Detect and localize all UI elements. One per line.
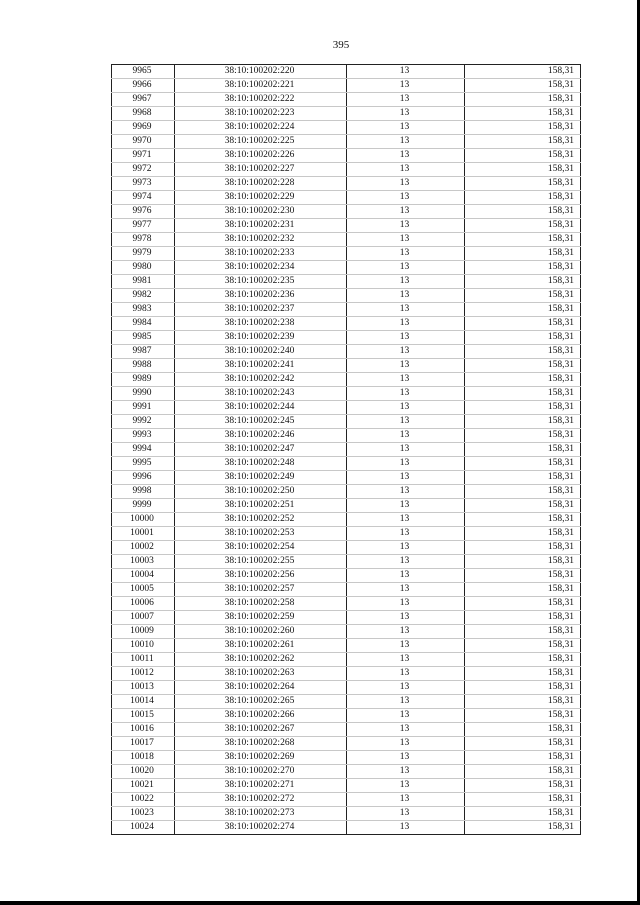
value-cell: 158,31 <box>465 471 581 485</box>
row-number-cell: 9977 <box>112 219 175 233</box>
value-cell: 158,31 <box>465 93 581 107</box>
table-row <box>112 303 581 317</box>
cadastral-number-cell: 38:10:100202:250 <box>175 485 347 499</box>
value-cell: 158,31 <box>465 611 581 625</box>
quantity-cell: 13 <box>347 807 465 821</box>
quantity-cell: 13 <box>347 779 465 793</box>
cadastral-number-cell: 38:10:100202:256 <box>175 569 347 583</box>
row-number-cell: 9967 <box>112 93 175 107</box>
cadastral-number-cell: 38:10:100202:237 <box>175 303 347 317</box>
quantity-cell: 13 <box>347 331 465 345</box>
row-number-cell: 9992 <box>112 415 175 429</box>
row-number-cell: 10002 <box>112 541 175 555</box>
value-cell: 158,31 <box>465 65 581 79</box>
cadastral-number-cell: 38:10:100202:239 <box>175 331 347 345</box>
value-cell: 158,31 <box>465 555 581 569</box>
cadastral-number-cell: 38:10:100202:259 <box>175 611 347 625</box>
row-number-cell: 9983 <box>112 303 175 317</box>
table-row <box>112 639 581 653</box>
value-cell: 158,31 <box>465 219 581 233</box>
table-row <box>112 149 581 163</box>
value-cell: 158,31 <box>465 415 581 429</box>
value-cell: 158,31 <box>465 205 581 219</box>
value-cell: 158,31 <box>465 443 581 457</box>
row-number-cell: 9969 <box>112 121 175 135</box>
cadastral-number-cell: 38:10:100202:269 <box>175 751 347 765</box>
quantity-cell: 13 <box>347 415 465 429</box>
row-number-cell: 9991 <box>112 401 175 415</box>
cadastral-number-cell: 38:10:100202:238 <box>175 317 347 331</box>
table-row <box>112 205 581 219</box>
value-cell: 158,31 <box>465 149 581 163</box>
value-cell: 158,31 <box>465 317 581 331</box>
value-cell: 158,31 <box>465 793 581 807</box>
cadastral-number-cell: 38:10:100202:260 <box>175 625 347 639</box>
table-row <box>112 219 581 233</box>
value-cell: 158,31 <box>465 569 581 583</box>
quantity-cell: 13 <box>347 695 465 709</box>
cadastral-number-cell: 38:10:100202:221 <box>175 79 347 93</box>
cadastral-number-cell: 38:10:100202:266 <box>175 709 347 723</box>
cadastral-number-cell: 38:10:100202:222 <box>175 93 347 107</box>
row-number-cell: 9990 <box>112 387 175 401</box>
table-row <box>112 793 581 807</box>
value-cell: 158,31 <box>465 359 581 373</box>
table-row <box>112 191 581 205</box>
table-row <box>112 345 581 359</box>
table-row <box>112 93 581 107</box>
cadastral-number-cell: 38:10:100202:262 <box>175 653 347 667</box>
cadastral-number-cell: 38:10:100202:265 <box>175 695 347 709</box>
table-row <box>112 317 581 331</box>
quantity-cell: 13 <box>347 303 465 317</box>
value-cell: 158,31 <box>465 723 581 737</box>
table-row <box>112 667 581 681</box>
row-number-cell: 10015 <box>112 709 175 723</box>
cadastral-number-cell: 38:10:100202:263 <box>175 667 347 681</box>
table-row <box>112 681 581 695</box>
value-cell: 158,31 <box>465 373 581 387</box>
value-cell: 158,31 <box>465 737 581 751</box>
quantity-cell: 13 <box>347 541 465 555</box>
table-row <box>112 653 581 667</box>
value-cell: 158,31 <box>465 401 581 415</box>
quantity-cell: 13 <box>347 219 465 233</box>
quantity-cell: 13 <box>347 527 465 541</box>
table-row <box>112 527 581 541</box>
row-number-cell: 9978 <box>112 233 175 247</box>
cadastral-number-cell: 38:10:100202:233 <box>175 247 347 261</box>
value-cell: 158,31 <box>465 303 581 317</box>
quantity-cell: 13 <box>347 387 465 401</box>
cadastral-number-cell: 38:10:100202:232 <box>175 233 347 247</box>
cadastral-number-cell: 38:10:100202:228 <box>175 177 347 191</box>
cadastral-number-cell: 38:10:100202:225 <box>175 135 347 149</box>
table-row <box>112 555 581 569</box>
table-row <box>112 387 581 401</box>
quantity-cell: 13 <box>347 191 465 205</box>
quantity-cell: 13 <box>347 821 465 835</box>
quantity-cell: 13 <box>347 583 465 597</box>
value-cell: 158,31 <box>465 653 581 667</box>
value-cell: 158,31 <box>465 191 581 205</box>
table-row <box>112 485 581 499</box>
quantity-cell: 13 <box>347 317 465 331</box>
quantity-cell: 13 <box>347 233 465 247</box>
row-number-cell: 9984 <box>112 317 175 331</box>
quantity-cell: 13 <box>347 555 465 569</box>
row-number-cell: 9988 <box>112 359 175 373</box>
row-number-cell: 10013 <box>112 681 175 695</box>
table-row <box>112 541 581 555</box>
cadastral-number-cell: 38:10:100202:267 <box>175 723 347 737</box>
value-cell: 158,31 <box>465 527 581 541</box>
value-cell: 158,31 <box>465 135 581 149</box>
value-cell: 158,31 <box>465 261 581 275</box>
row-number-cell: 9966 <box>112 79 175 93</box>
quantity-cell: 13 <box>347 247 465 261</box>
row-number-cell: 9971 <box>112 149 175 163</box>
quantity-cell: 13 <box>347 373 465 387</box>
cadastral-number-cell: 38:10:100202:251 <box>175 499 347 513</box>
value-cell: 158,31 <box>465 583 581 597</box>
cadastral-number-cell: 38:10:100202:254 <box>175 541 347 555</box>
value-cell: 158,31 <box>465 821 581 835</box>
row-number-cell: 9998 <box>112 485 175 499</box>
value-cell: 158,31 <box>465 289 581 303</box>
page-number: 395 <box>332 39 350 51</box>
row-number-cell: 10006 <box>112 597 175 611</box>
value-cell: 158,31 <box>465 625 581 639</box>
table-row <box>112 331 581 345</box>
value-cell: 158,31 <box>465 79 581 93</box>
row-number-cell: 9993 <box>112 429 175 443</box>
row-number-cell: 10005 <box>112 583 175 597</box>
quantity-cell: 13 <box>347 93 465 107</box>
data-table <box>111 64 581 835</box>
table-row <box>112 597 581 611</box>
cadastral-number-cell: 38:10:100202:226 <box>175 149 347 163</box>
quantity-cell: 13 <box>347 639 465 653</box>
value-cell: 158,31 <box>465 639 581 653</box>
quantity-cell: 13 <box>347 709 465 723</box>
quantity-cell: 13 <box>347 135 465 149</box>
table-row <box>112 695 581 709</box>
value-cell: 158,31 <box>465 331 581 345</box>
row-number-cell: 9981 <box>112 275 175 289</box>
quantity-cell: 13 <box>347 79 465 93</box>
cadastral-number-cell: 38:10:100202:268 <box>175 737 347 751</box>
table-row <box>112 765 581 779</box>
value-cell: 158,31 <box>465 163 581 177</box>
cadastral-number-cell: 38:10:100202:223 <box>175 107 347 121</box>
value-cell: 158,31 <box>465 499 581 513</box>
quantity-cell: 13 <box>347 429 465 443</box>
row-number-cell: 10022 <box>112 793 175 807</box>
table-row <box>112 65 581 79</box>
cadastral-number-cell: 38:10:100202:242 <box>175 373 347 387</box>
row-number-cell: 9979 <box>112 247 175 261</box>
table-body <box>112 65 581 835</box>
cadastral-number-cell: 38:10:100202:271 <box>175 779 347 793</box>
table-row <box>112 779 581 793</box>
cadastral-number-cell: 38:10:100202:257 <box>175 583 347 597</box>
cadastral-number-cell: 38:10:100202:270 <box>175 765 347 779</box>
quantity-cell: 13 <box>347 261 465 275</box>
value-cell: 158,31 <box>465 695 581 709</box>
quantity-cell: 13 <box>347 359 465 373</box>
quantity-cell: 13 <box>347 751 465 765</box>
quantity-cell: 13 <box>347 625 465 639</box>
quantity-cell: 13 <box>347 107 465 121</box>
cadastral-number-cell: 38:10:100202:224 <box>175 121 347 135</box>
row-number-cell: 9989 <box>112 373 175 387</box>
quantity-cell: 13 <box>347 457 465 471</box>
table-row <box>112 471 581 485</box>
row-number-cell: 9968 <box>112 107 175 121</box>
quantity-cell: 13 <box>347 597 465 611</box>
value-cell: 158,31 <box>465 121 581 135</box>
cadastral-number-cell: 38:10:100202:252 <box>175 513 347 527</box>
cadastral-number-cell: 38:10:100202:247 <box>175 443 347 457</box>
cadastral-number-cell: 38:10:100202:243 <box>175 387 347 401</box>
table-row <box>112 611 581 625</box>
quantity-cell: 13 <box>347 569 465 583</box>
cadastral-number-cell: 38:10:100202:236 <box>175 289 347 303</box>
value-cell: 158,31 <box>465 177 581 191</box>
quantity-cell: 13 <box>347 205 465 219</box>
quantity-cell: 13 <box>347 401 465 415</box>
row-number-cell: 10007 <box>112 611 175 625</box>
row-number-cell: 9999 <box>112 499 175 513</box>
row-number-cell: 9985 <box>112 331 175 345</box>
table-row <box>112 233 581 247</box>
row-number-cell: 10016 <box>112 723 175 737</box>
cadastral-number-cell: 38:10:100202:273 <box>175 807 347 821</box>
cadastral-number-cell: 38:10:100202:246 <box>175 429 347 443</box>
row-number-cell: 10024 <box>112 821 175 835</box>
value-cell: 158,31 <box>465 387 581 401</box>
quantity-cell: 13 <box>347 149 465 163</box>
cadastral-number-cell: 38:10:100202:261 <box>175 639 347 653</box>
table-row <box>112 821 581 835</box>
row-number-cell: 10021 <box>112 779 175 793</box>
table-row <box>112 625 581 639</box>
quantity-cell: 13 <box>347 667 465 681</box>
table-row <box>112 723 581 737</box>
quantity-cell: 13 <box>347 121 465 135</box>
cadastral-number-cell: 38:10:100202:274 <box>175 821 347 835</box>
quantity-cell: 13 <box>347 513 465 527</box>
row-number-cell: 9974 <box>112 191 175 205</box>
table-row <box>112 569 581 583</box>
row-number-cell: 9982 <box>112 289 175 303</box>
value-cell: 158,31 <box>465 233 581 247</box>
table-row <box>112 275 581 289</box>
row-number-cell: 9972 <box>112 163 175 177</box>
value-cell: 158,31 <box>465 107 581 121</box>
value-cell: 158,31 <box>465 485 581 499</box>
value-cell: 158,31 <box>465 457 581 471</box>
row-number-cell: 10018 <box>112 751 175 765</box>
value-cell: 158,31 <box>465 247 581 261</box>
table-row <box>112 443 581 457</box>
cadastral-number-cell: 38:10:100202:272 <box>175 793 347 807</box>
quantity-cell: 13 <box>347 499 465 513</box>
scan-bottom-edge <box>0 901 640 905</box>
table-row <box>112 807 581 821</box>
row-number-cell: 9987 <box>112 345 175 359</box>
row-number-cell: 10004 <box>112 569 175 583</box>
table-row <box>112 401 581 415</box>
table-row <box>112 163 581 177</box>
table-row <box>112 415 581 429</box>
quantity-cell: 13 <box>347 289 465 303</box>
quantity-cell: 13 <box>347 443 465 457</box>
table-row <box>112 79 581 93</box>
value-cell: 158,31 <box>465 751 581 765</box>
quantity-cell: 13 <box>347 345 465 359</box>
row-number-cell: 10023 <box>112 807 175 821</box>
row-number-cell: 10001 <box>112 527 175 541</box>
quantity-cell: 13 <box>347 723 465 737</box>
table-row <box>112 359 581 373</box>
cadastral-number-cell: 38:10:100202:220 <box>175 65 347 79</box>
row-number-cell: 9995 <box>112 457 175 471</box>
value-cell: 158,31 <box>465 779 581 793</box>
row-number-cell: 10011 <box>112 653 175 667</box>
cadastral-number-cell: 38:10:100202:244 <box>175 401 347 415</box>
cadastral-number-cell: 38:10:100202:255 <box>175 555 347 569</box>
cadastral-number-cell: 38:10:100202:229 <box>175 191 347 205</box>
table-row <box>112 261 581 275</box>
row-number-cell: 9965 <box>112 65 175 79</box>
table-row <box>112 121 581 135</box>
row-number-cell: 10012 <box>112 667 175 681</box>
row-number-cell: 10010 <box>112 639 175 653</box>
cadastral-number-cell: 38:10:100202:245 <box>175 415 347 429</box>
value-cell: 158,31 <box>465 597 581 611</box>
cadastral-number-cell: 38:10:100202:234 <box>175 261 347 275</box>
cadastral-number-cell: 38:10:100202:227 <box>175 163 347 177</box>
table-row <box>112 429 581 443</box>
table-row <box>112 247 581 261</box>
table-row <box>112 737 581 751</box>
table-row <box>112 751 581 765</box>
table-row <box>112 107 581 121</box>
table-row <box>112 373 581 387</box>
cadastral-number-cell: 38:10:100202:235 <box>175 275 347 289</box>
row-number-cell: 10020 <box>112 765 175 779</box>
value-cell: 158,31 <box>465 667 581 681</box>
quantity-cell: 13 <box>347 793 465 807</box>
row-number-cell: 10014 <box>112 695 175 709</box>
row-number-cell: 9973 <box>112 177 175 191</box>
cadastral-number-cell: 38:10:100202:241 <box>175 359 347 373</box>
quantity-cell: 13 <box>347 737 465 751</box>
value-cell: 158,31 <box>465 275 581 289</box>
table-row <box>112 135 581 149</box>
row-number-cell: 10000 <box>112 513 175 527</box>
quantity-cell: 13 <box>347 653 465 667</box>
row-number-cell: 10017 <box>112 737 175 751</box>
table-row <box>112 499 581 513</box>
table-row <box>112 177 581 191</box>
value-cell: 158,31 <box>465 681 581 695</box>
row-number-cell: 10009 <box>112 625 175 639</box>
quantity-cell: 13 <box>347 275 465 289</box>
cadastral-number-cell: 38:10:100202:240 <box>175 345 347 359</box>
row-number-cell: 9970 <box>112 135 175 149</box>
quantity-cell: 13 <box>347 163 465 177</box>
cadastral-number-cell: 38:10:100202:249 <box>175 471 347 485</box>
quantity-cell: 13 <box>347 681 465 695</box>
table-row <box>112 289 581 303</box>
row-number-cell: 10003 <box>112 555 175 569</box>
value-cell: 158,31 <box>465 345 581 359</box>
quantity-cell: 13 <box>347 611 465 625</box>
row-number-cell: 9996 <box>112 471 175 485</box>
cadastral-number-cell: 38:10:100202:258 <box>175 597 347 611</box>
table-row <box>112 709 581 723</box>
table-row <box>112 583 581 597</box>
cadastral-number-cell: 38:10:100202:264 <box>175 681 347 695</box>
value-cell: 158,31 <box>465 807 581 821</box>
cadastral-number-cell: 38:10:100202:231 <box>175 219 347 233</box>
row-number-cell: 9976 <box>112 205 175 219</box>
value-cell: 158,31 <box>465 513 581 527</box>
quantity-cell: 13 <box>347 471 465 485</box>
quantity-cell: 13 <box>347 177 465 191</box>
cadastral-number-cell: 38:10:100202:248 <box>175 457 347 471</box>
value-cell: 158,31 <box>465 429 581 443</box>
table-row <box>112 513 581 527</box>
quantity-cell: 13 <box>347 765 465 779</box>
row-number-cell: 9980 <box>112 261 175 275</box>
row-number-cell: 9994 <box>112 443 175 457</box>
value-cell: 158,31 <box>465 541 581 555</box>
table-row <box>112 457 581 471</box>
value-cell: 158,31 <box>465 709 581 723</box>
value-cell: 158,31 <box>465 765 581 779</box>
quantity-cell: 13 <box>347 65 465 79</box>
quantity-cell: 13 <box>347 485 465 499</box>
cadastral-number-cell: 38:10:100202:230 <box>175 205 347 219</box>
cadastral-number-cell: 38:10:100202:253 <box>175 527 347 541</box>
